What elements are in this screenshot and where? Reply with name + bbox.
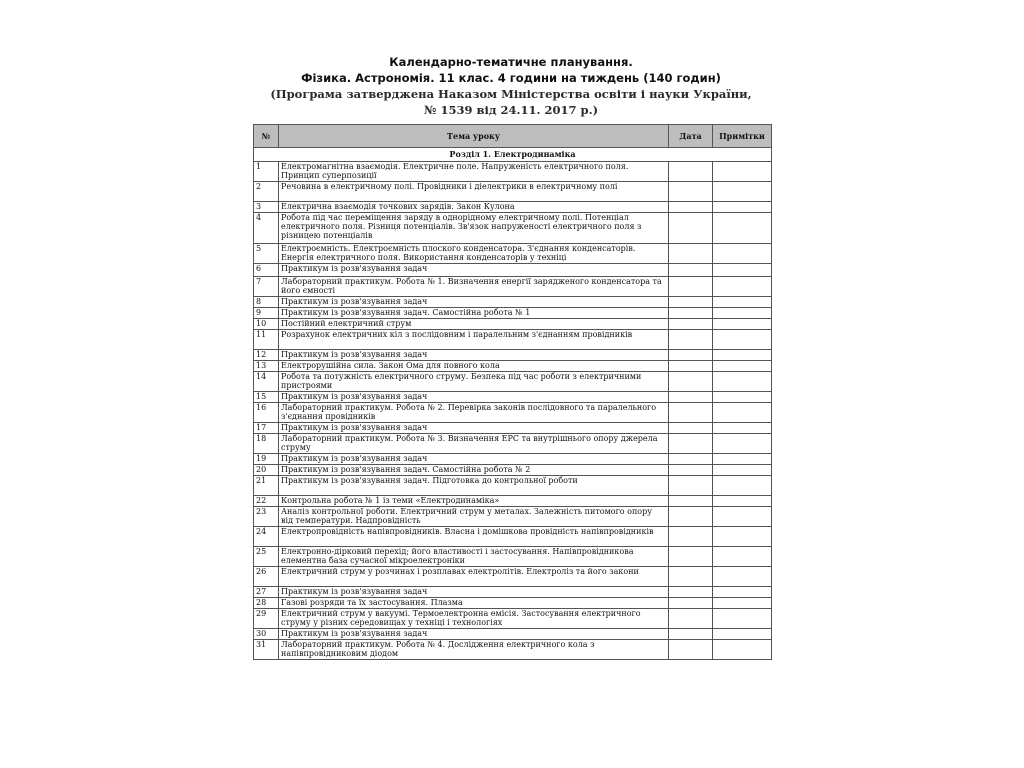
lesson-notes-cell [713, 598, 772, 609]
lesson-notes-cell [713, 297, 772, 308]
lesson-date-cell [669, 598, 713, 609]
lesson-number: 21 [254, 476, 279, 496]
lesson-date-cell [669, 277, 713, 297]
document-title: Календарно-тематичне планування. [389, 55, 633, 69]
lesson-topic: Лабораторний практикум. Робота № 2. Перевірка законів послідовного та паралельного з'єднання провідників [279, 403, 669, 423]
header-notes: Примітки [713, 125, 772, 148]
lesson-date-cell [669, 403, 713, 423]
lesson-topic: Робота під час переміщення заряду в однорідному електричному полі. Потенціал електричного поля. Різниця потенціалів. Зв'язок напруженості електричного поля з різницею потенціалів [279, 213, 669, 244]
header-date: Дата [669, 125, 713, 148]
lesson-notes-cell [713, 372, 772, 392]
lesson-number: 20 [254, 465, 279, 476]
lesson-notes-cell [713, 507, 772, 527]
lesson-notes-cell [713, 454, 772, 465]
table-row [254, 587, 772, 598]
lesson-date-cell [669, 496, 713, 507]
table-row [254, 350, 772, 361]
lesson-number: 19 [254, 454, 279, 465]
lesson-notes-cell [713, 547, 772, 567]
lesson-date-cell [669, 297, 713, 308]
lesson-date-cell [669, 434, 713, 454]
lesson-notes-cell [713, 264, 772, 277]
lesson-topic: Практикум із розв'язування задач. Самостійна робота № 2 [279, 465, 669, 476]
header-topic: Тема уроку [279, 125, 669, 148]
lesson-date-cell [669, 423, 713, 434]
table-row [254, 330, 772, 350]
table-header-row [254, 125, 772, 148]
lesson-topic: Електронно-дірковий перехід; його властивості і застосування. Напівпровідникова елементна база сучасної мікроелектроніки [279, 547, 669, 567]
lesson-plan-table [253, 124, 772, 660]
lesson-date-cell [669, 244, 713, 264]
lesson-date-cell [669, 629, 713, 640]
lesson-number: 14 [254, 372, 279, 392]
table-row [254, 609, 772, 629]
lesson-topic: Електрорушійна сила. Закон Ома для повного кола [279, 361, 669, 372]
lesson-number: 11 [254, 330, 279, 350]
lesson-notes-cell [713, 244, 772, 264]
table-row [254, 372, 772, 392]
lesson-date-cell [669, 640, 713, 660]
table-row [254, 423, 772, 434]
lesson-topic: Електромагнітна взаємодія. Електричне поле. Напруженість електричного поля. Принцип суперпозиції [279, 162, 669, 182]
lesson-topic: Практикум із розв'язування задач. Підготовка до контрольної роботи [279, 476, 669, 496]
lesson-topic: Практикум із розв'язування задач [279, 587, 669, 598]
lesson-date-cell [669, 547, 713, 567]
lesson-number: 7 [254, 277, 279, 297]
lesson-date-cell [669, 202, 713, 213]
lesson-notes-cell [713, 213, 772, 244]
lesson-date-cell [669, 527, 713, 547]
lesson-notes-cell [713, 476, 772, 496]
lesson-number: 31 [254, 640, 279, 660]
table-row [254, 213, 772, 244]
table-row [254, 476, 772, 496]
lesson-topic: Електроємність. Електроємність плоского конденсатора. З'єднання конденсаторів. Енергія електричного поля. Використання конденсаторів у техніці [279, 244, 669, 264]
lesson-number: 25 [254, 547, 279, 567]
table-row [254, 308, 772, 319]
lesson-notes-cell [713, 330, 772, 350]
lesson-notes-cell [713, 319, 772, 330]
section-title: Розділ 1. Електродинаміка [254, 148, 772, 162]
lesson-notes-cell [713, 162, 772, 182]
lesson-number: 30 [254, 629, 279, 640]
table-row [254, 527, 772, 547]
program-approval-note: (Програма затверджена Наказом Міністерства освіти і науки України, [270, 87, 752, 101]
table-row [254, 403, 772, 423]
document-subtitle: Фізика. Астрономія. 11 клас. 4 години на тиждень (140 годин) [301, 71, 721, 85]
lesson-date-cell [669, 587, 713, 598]
lesson-number: 24 [254, 527, 279, 547]
table-row [254, 264, 772, 277]
lesson-number: 16 [254, 403, 279, 423]
lesson-notes-cell [713, 434, 772, 454]
lesson-topic: Електропровідність напівпровідників. Власна і домішкова провідність напівпровідників [279, 527, 669, 547]
lesson-topic: Практикум із розв'язування задач [279, 297, 669, 308]
lesson-number: 3 [254, 202, 279, 213]
lesson-number: 26 [254, 567, 279, 587]
lesson-topic: Практикум із розв'язування задач. Самостійна робота № 1 [279, 308, 669, 319]
lesson-date-cell [669, 465, 713, 476]
table-row [254, 297, 772, 308]
lesson-topic: Практикум із розв'язування задач [279, 392, 669, 403]
lesson-number: 29 [254, 609, 279, 629]
lesson-number: 15 [254, 392, 279, 403]
lesson-notes-cell [713, 587, 772, 598]
table-row [254, 465, 772, 476]
lesson-notes-cell [713, 423, 772, 434]
lesson-date-cell [669, 264, 713, 277]
lesson-notes-cell [713, 308, 772, 319]
lesson-topic: Аналіз контрольної роботи. Електричний струм у металах. Залежність питомого опору від температури. Надпровідність [279, 507, 669, 527]
lesson-topic: Електричний струм у розчинах і розплавах електролітів. Електроліз та його закони [279, 567, 669, 587]
lesson-notes-cell [713, 465, 772, 476]
table-row [254, 319, 772, 330]
lesson-number: 13 [254, 361, 279, 372]
table-row [254, 567, 772, 587]
lesson-number: 1 [254, 162, 279, 182]
lesson-number: 4 [254, 213, 279, 244]
lesson-notes-cell [713, 202, 772, 213]
lesson-date-cell [669, 330, 713, 350]
header-num: № [254, 125, 279, 148]
table-row [254, 392, 772, 403]
table-row [254, 496, 772, 507]
lesson-number: 10 [254, 319, 279, 330]
lesson-date-cell [669, 361, 713, 372]
lesson-number: 5 [254, 244, 279, 264]
table-row [254, 434, 772, 454]
lesson-notes-cell [713, 182, 772, 202]
lesson-number: 18 [254, 434, 279, 454]
lesson-topic: Практикум із розв'язування задач [279, 423, 669, 434]
lesson-date-cell [669, 372, 713, 392]
section-row [254, 148, 772, 162]
table-row [254, 202, 772, 213]
table-row [254, 182, 772, 202]
lesson-topic: Практикум із розв'язування задач [279, 350, 669, 361]
lesson-date-cell [669, 308, 713, 319]
lesson-topic: Електрична взаємодія точкових зарядів. Закон Кулона [279, 202, 669, 213]
lesson-number: 27 [254, 587, 279, 598]
table-row [254, 162, 772, 182]
lesson-number: 2 [254, 182, 279, 202]
lesson-date-cell [669, 507, 713, 527]
table-row [254, 629, 772, 640]
lesson-date-cell [669, 213, 713, 244]
lesson-notes-cell [713, 361, 772, 372]
lesson-topic: Речовина в електричному полі. Провідники і діелектрики в електричному полі [279, 182, 669, 202]
table-row [254, 598, 772, 609]
lesson-date-cell [669, 454, 713, 465]
lesson-number: 9 [254, 308, 279, 319]
table-row [254, 244, 772, 264]
lesson-date-cell [669, 609, 713, 629]
lesson-topic: Контрольна робота № 1 із теми «Електродинаміка» [279, 496, 669, 507]
table-row [254, 507, 772, 527]
lesson-notes-cell [713, 277, 772, 297]
lesson-topic: Лабораторний практикум. Робота № 3. Визначення ЕРС та внутрішнього опору джерела струму [279, 434, 669, 454]
lesson-number: 6 [254, 264, 279, 277]
lesson-number: 22 [254, 496, 279, 507]
lesson-topic: Електричний струм у вакуумі. Термоелектронна емісія. Застосування електричного струму у різних середовищах у техніці і технологіях [279, 609, 669, 629]
table-row [254, 454, 772, 465]
lesson-topic: Практикум із розв'язування задач [279, 629, 669, 640]
lesson-topic: Лабораторний практикум. Робота № 4. Дослідження електричного кола з напівпровідниковим діодом [279, 640, 669, 660]
table-row [254, 277, 772, 297]
lesson-number: 28 [254, 598, 279, 609]
lesson-number: 23 [254, 507, 279, 527]
lesson-date-cell [669, 319, 713, 330]
table-row [254, 640, 772, 660]
table-row [254, 361, 772, 372]
program-order-number: № 1539 від 24.11. 2017 р.) [423, 103, 599, 117]
lesson-topic: Розрахунок електричних кіл з послідовним і паралельним з'єднанням провідників [279, 330, 669, 350]
lesson-number: 12 [254, 350, 279, 361]
lesson-topic: Лабораторний практикум. Робота № 1. Визначення енергії зарядженого конденсатора та його ємності [279, 277, 669, 297]
lesson-notes-cell [713, 403, 772, 423]
lesson-notes-cell [713, 350, 772, 361]
lesson-notes-cell [713, 392, 772, 403]
document-title-block [250, 54, 772, 118]
lesson-date-cell [669, 567, 713, 587]
table-row [254, 547, 772, 567]
lesson-notes-cell [713, 609, 772, 629]
lesson-date-cell [669, 392, 713, 403]
lesson-date-cell [669, 162, 713, 182]
lesson-date-cell [669, 476, 713, 496]
lesson-notes-cell [713, 629, 772, 640]
lesson-date-cell [669, 350, 713, 361]
lesson-topic: Робота та потужність електричного струму. Безпека під час роботи з електричними пристроями [279, 372, 669, 392]
lesson-notes-cell [713, 527, 772, 547]
lesson-topic: Практикум із розв'язування задач [279, 264, 669, 277]
lesson-number: 8 [254, 297, 279, 308]
lesson-number: 17 [254, 423, 279, 434]
lesson-notes-cell [713, 496, 772, 507]
lesson-notes-cell [713, 567, 772, 587]
lesson-date-cell [669, 182, 713, 202]
lesson-topic: Практикум із розв'язування задач [279, 454, 669, 465]
lesson-notes-cell [713, 640, 772, 660]
lesson-topic: Постійний електричний струм [279, 319, 669, 330]
lesson-topic: Газові розряди та їх застосування. Плазма [279, 598, 669, 609]
